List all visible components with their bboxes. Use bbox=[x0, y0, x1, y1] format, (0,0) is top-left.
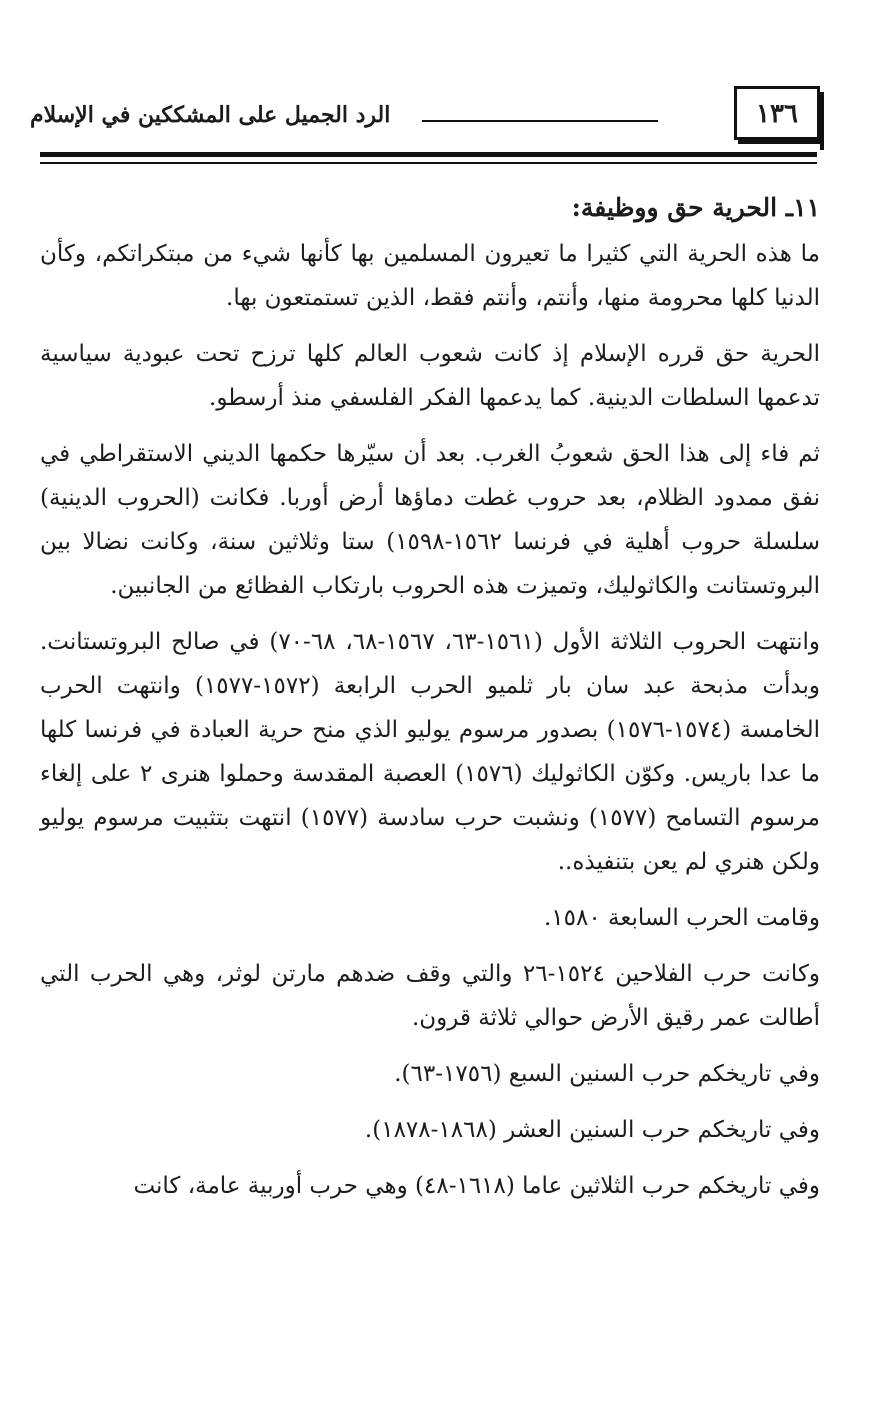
paragraph: وكانت حرب الفلاحين ١٥٢٤-٢٦ والتي وقف ضدهم مارتن لوثر، وهي الحرب التي أطالت عمر رقيق الأرض حوالي ثلاثة قرون. bbox=[40, 961, 820, 1031]
header-title-line bbox=[422, 120, 658, 122]
running-title: الرد الجميل على المشككين في الإسلام bbox=[30, 102, 391, 128]
paragraph: الحرية حق قرره الإسلام إذ كانت شعوب العالم كلها ترزح تحت عبودية سياسية تدعمها السلطات الدينية. كما يدعمها الفكر الفلسفي منذ أرسطو. bbox=[40, 341, 820, 411]
paragraph: ثم فاء إلى هذا الحق شعوبُ الغرب. بعد أن سيّرها حكمها الديني الاستقراطي في نفق ممدود الظلام، بعد حروب غطت دماؤها أرض أوربا. فكانت (الحروب الدينية) سلسلة حروب أهلية في فرنسا ١٥٦٢-١٥٩٨) ستا وثلاثين سنة، وكانت نضالا بين البروتستانت والكاثوليك، وتميزت هذه الحروب بارتكاب الفظائع من الجانبين. bbox=[40, 441, 820, 599]
paragraph: وانتهت الحروب الثلاثة الأول (١٥٦١-٦٣، ١٥٦٧-٦٨، ٦٨-٧٠) في صالح البروتستانت. وبدأت مذبحة عبد سان بار ثلميو الحرب الرابعة (١٥٧٢-١٥٧٧) وانتهت الحرب الخامسة (١٥٧٤-١٥٧٦) بصدور مرسوم يوليو الذي منح حرية العبادة في فرنسا كلها ما عدا باريس. وكوّن الكاثوليك (١٥٧٦) العصبة المقدسة وحملوا هنرى ٢ على إلغاء مرسوم التسامح (١٥٧٧) ونشبت حرب سادسة (١٥٧٧) انتهت بتثبيت مرسوم يوليو ولكن هنري لم يعن بتنفيذه.. bbox=[40, 629, 820, 875]
paragraph: وفي تاريخكم حرب الثلاثين عاما (١٦١٨-٤٨) وهي حرب أوربية عامة، كانت bbox=[133, 1173, 820, 1199]
header-rule-thin bbox=[40, 162, 817, 164]
page-content bbox=[40, 188, 820, 1220]
paragraph: ما هذه الحرية التي كثيرا ما تعيرون المسلمين بها كأنها شيء من مبتكراتكم، وكأن الدنيا كلها محرومة منها، وأنتم، وأنتم فقط، الذين تستمتعون بها. bbox=[40, 241, 820, 311]
page-number: ١٣٦ bbox=[756, 99, 798, 129]
page-header bbox=[30, 86, 820, 146]
paragraph: وفي تاريخكم حرب السنين العشر (١٨٦٨-١٨٧٨). bbox=[364, 1117, 820, 1143]
section-heading: ١١ـ الحرية حق ووظيفة: bbox=[571, 193, 820, 222]
page-number-box bbox=[734, 86, 820, 140]
header-rule-thick bbox=[40, 152, 817, 157]
paragraph: وفي تاريخكم حرب السنين السبع (١٧٥٦-٦٣). bbox=[394, 1061, 820, 1087]
paragraph: وقامت الحرب السابعة ١٥٨٠. bbox=[543, 905, 820, 931]
